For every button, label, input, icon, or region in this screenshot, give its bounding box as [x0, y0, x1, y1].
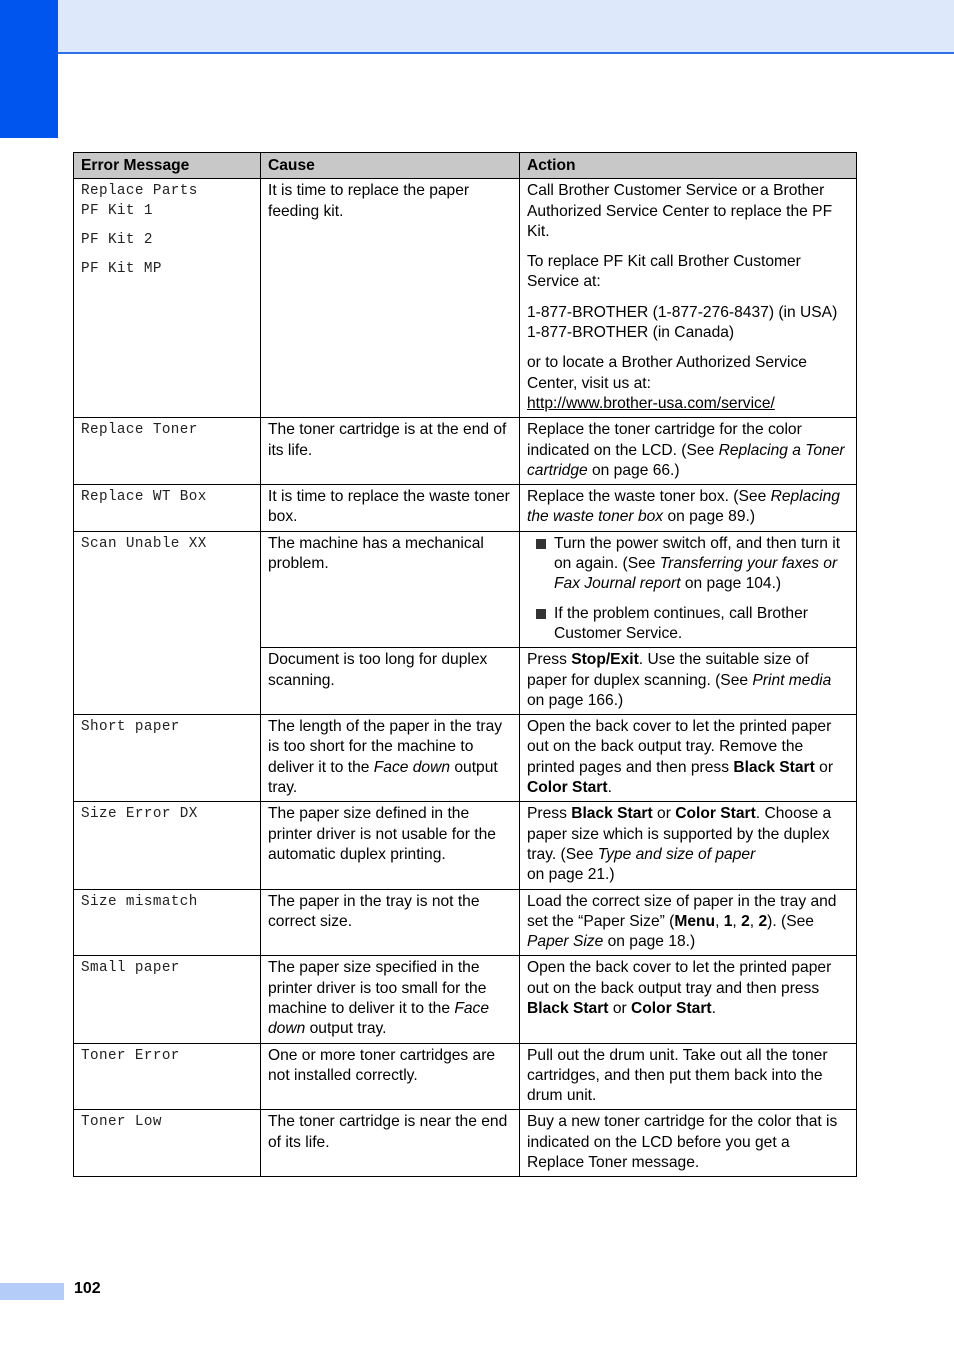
action-text: on page 89.) [663, 508, 756, 526]
key-name: Color Start [527, 779, 608, 797]
action-text: . [711, 999, 716, 1017]
cross-reference: Paper Size [527, 933, 604, 951]
table-row [74, 418, 857, 485]
key-name: 2 [741, 912, 750, 930]
key-name: Black Start [733, 758, 815, 776]
header-band [58, 0, 954, 54]
cause-cell: It is time to replace the paper feeding kit. [261, 179, 520, 418]
error-message-text: PF Kit 1 [81, 203, 153, 220]
error-message-cell [74, 179, 261, 418]
action-cell [520, 418, 857, 485]
action-text: ). (See [767, 912, 814, 930]
action-cell [520, 715, 857, 802]
action-text: . Choose a paper size which is supported by the duplex tray. (See [527, 805, 832, 863]
square-bullet-icon [536, 609, 546, 619]
cause-text: The length of the paper in the tray is too short for the machine to deliver it to the [268, 718, 503, 776]
cause-cell: The paper size defined in the printer driver is not usable for the automatic duplex printing. [261, 802, 520, 889]
action-cell [520, 531, 857, 647]
table-row [74, 179, 857, 418]
action-cell [520, 956, 857, 1043]
key-name: Menu [674, 912, 716, 930]
table-row [74, 531, 857, 647]
action-text: or [814, 758, 834, 776]
cause-cell: Document is too long for duplex scanning. [261, 648, 520, 715]
error-message-cell: Replace WT Box [74, 485, 261, 532]
column-header-error-message: Error Message [74, 153, 261, 179]
action-text: Load the correct size of paper in the tray and set the “Paper Size” ( [527, 892, 837, 930]
action-cell [520, 648, 857, 715]
emphasis: Face down [268, 999, 490, 1038]
error-message-table [73, 152, 857, 1177]
cross-reference: Transferring your faxes or Fax Journal report [554, 555, 838, 593]
table-row [74, 1043, 857, 1110]
table-row [74, 715, 857, 802]
error-message-cell: Scan Unable XX [74, 531, 261, 714]
action-text: Press [527, 651, 572, 669]
separator: , [732, 912, 742, 930]
action-text: on page 104.) [680, 575, 782, 593]
action-text: Open the back cover to let the printed paper out on the back output tray and then press [527, 959, 832, 997]
table-row [74, 1110, 857, 1177]
phone-usa: 1-877-BROTHER (1-877-276-8437) (in USA) [527, 303, 838, 321]
table-row [74, 889, 857, 956]
error-message-cell: Toner Low [74, 1110, 261, 1177]
cause-cell: The toner cartridge is near the end of its life. [261, 1110, 520, 1177]
error-message-cell: Replace Toner [74, 418, 261, 485]
action-bullet-list [527, 534, 850, 644]
action-text: Replace the waste toner box. (See [527, 488, 771, 506]
action-text: on page 21.) [527, 866, 615, 884]
error-message-cell: Short paper [74, 715, 261, 802]
cause-text: The paper size specified in the printer driver is too small for the machine to deliver it to the [268, 959, 487, 1017]
emphasis: Face down [373, 758, 451, 776]
key-name: Black Start [527, 999, 609, 1017]
separator: , [749, 912, 759, 930]
key-name: Color Start [675, 805, 756, 823]
cause-cell: The paper in the tray is not the correct size. [261, 889, 520, 956]
action-text: or [608, 999, 632, 1017]
table-header-row [74, 153, 857, 179]
cause-cell: The machine has a mechanical problem. [261, 531, 520, 647]
action-paragraph: Call Brother Customer Service or a Brother Authorized Service Center to replace the PF Kit. [527, 182, 833, 240]
cause-cell: The toner cartridge is at the end of its life. [261, 418, 520, 485]
error-message-cell: Size Error DX [74, 802, 261, 889]
action-paragraph: To replace PF Kit call Brother Customer Service at: [527, 253, 801, 291]
action-text: Turn the power switch off, and then turn it on again. (See [554, 534, 841, 573]
cause-cell [261, 956, 520, 1043]
error-message-cell: Small paper [74, 956, 261, 1043]
cause-text: output tray. [305, 1020, 387, 1038]
list-item [527, 534, 850, 595]
square-bullet-icon [536, 539, 546, 549]
phone-numbers [527, 303, 850, 344]
cross-reference: Print media [752, 671, 832, 689]
error-message-text: Replace Parts [81, 183, 198, 200]
action-paragraph [527, 353, 850, 414]
action-text: Open the back cover to let the printed paper out on the back output tray. Remove the printed pages and then press [527, 718, 832, 776]
separator: , [715, 912, 724, 930]
table-row [74, 956, 857, 1043]
key-name: 1 [723, 912, 733, 930]
service-center-text: or to locate a Brother Authorized Service Center, visit us at: [527, 354, 807, 392]
action-text: on page 166.) [527, 691, 624, 709]
action-text: . Use the suitable size of paper for duplex scanning. (See [527, 651, 809, 689]
key-name: 2 [758, 912, 768, 930]
table-row [74, 485, 857, 532]
chapter-tab [0, 0, 58, 138]
key-name: Stop/Exit [571, 651, 639, 669]
cross-reference: Replacing a Toner cartridge [527, 441, 845, 479]
error-message-text: PF Kit 2 [81, 232, 153, 249]
column-header-cause: Cause [261, 153, 520, 179]
key-name: Black Start [571, 805, 653, 823]
action-text: If the problem continues, call Brother Customer Service. [554, 604, 808, 642]
action-text: on page 66.) [587, 461, 680, 479]
action-text: . [607, 779, 612, 797]
service-url-link[interactable]: http://www.brother-usa.com/service/ [527, 394, 775, 412]
key-name: Color Start [631, 999, 712, 1017]
cross-reference: Replacing the waste toner box [527, 488, 840, 526]
error-message-cell: Toner Error [74, 1043, 261, 1110]
page-number-tab [0, 1283, 64, 1300]
action-cell: Pull out the drum unit. Take out all the toner cartridges, and then put them back into the drum unit. [520, 1043, 857, 1110]
cause-cell: It is time to replace the waste toner box. [261, 485, 520, 532]
action-cell [520, 179, 857, 418]
action-cell [520, 802, 857, 889]
table-row [74, 802, 857, 889]
page-number: 102 [74, 1280, 101, 1297]
error-message-text: PF Kit MP [81, 261, 162, 278]
error-message-cell: Size mismatch [74, 889, 261, 956]
action-cell [520, 889, 857, 956]
column-header-action: Action [520, 153, 857, 179]
action-cell [520, 485, 857, 532]
cross-reference: Type and size of paper [597, 845, 756, 863]
cause-text: output tray. [268, 758, 498, 797]
cause-cell: One or more toner cartridges are not installed correctly. [261, 1043, 520, 1110]
list-item [527, 604, 850, 645]
action-text: Replace the toner cartridge for the color indicated on the LCD. (See [527, 421, 802, 459]
action-cell: Buy a new toner cartridge for the color that is indicated on the LCD before you get a Replace Toner message. [520, 1110, 857, 1177]
action-text: Press [527, 805, 572, 823]
phone-canada: 1-877-BROTHER (in Canada) [527, 324, 735, 342]
cause-cell [261, 715, 520, 802]
action-text: on page 18.) [603, 933, 696, 951]
action-text: or [652, 805, 676, 823]
